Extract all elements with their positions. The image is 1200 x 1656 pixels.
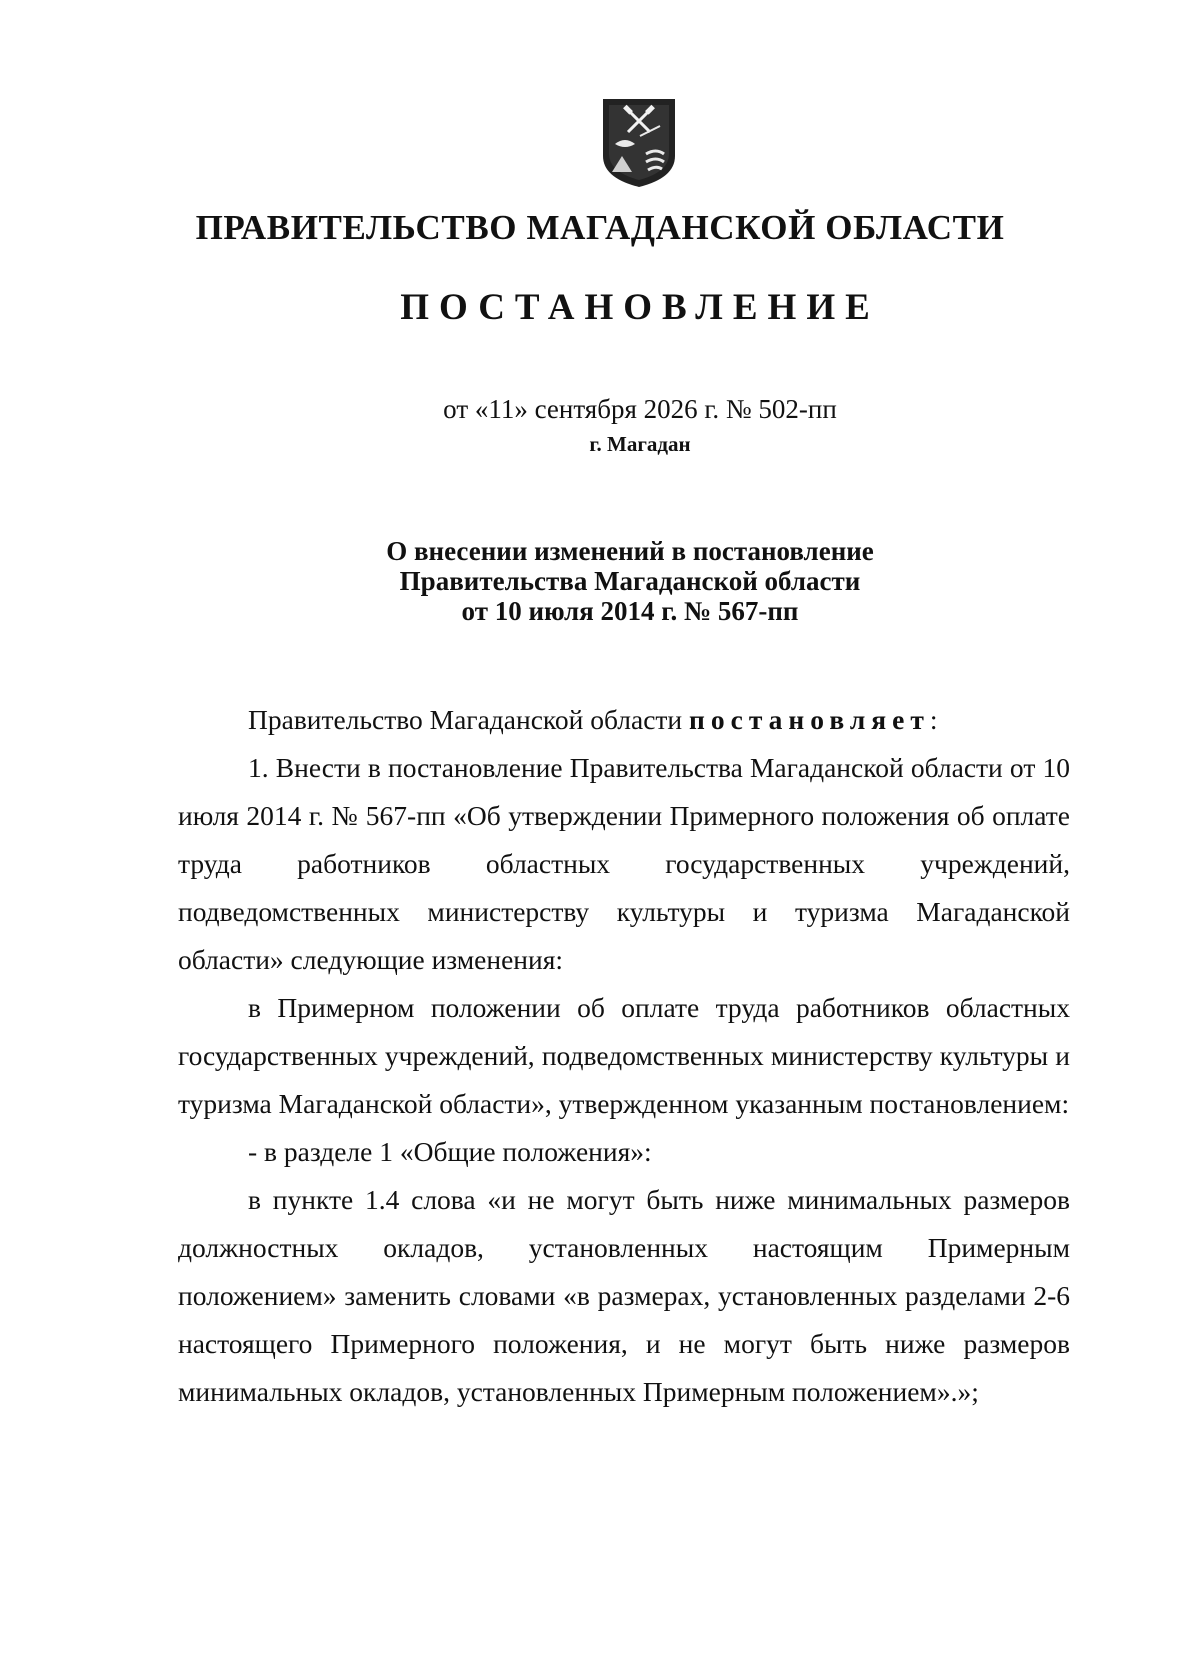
issuer-title: ПРАВИТЕЛЬСТВО МАГАДАНСКОЙ ОБЛАСТИ <box>195 208 1005 247</box>
coat-of-arms-icon <box>600 96 678 190</box>
preamble-verb: постановляет <box>689 704 930 735</box>
item-1: 1. Внести в постановление Правительства Магаданской области от 10 июля 2014 г. № 567-пп «Об утверждении Примерного положения об оплате труда работников областных государственных учреждений, подведомственных министерству культуры и туризма Магаданской области» следующие изменения: <box>178 752 1070 975</box>
subject-line: Правительства Магаданской области <box>399 566 861 596</box>
preamble-colon: : <box>929 704 938 735</box>
section-reference: - в разделе 1 «Общие положения»: <box>248 1136 652 1167</box>
paragraph: в Примерном положении об оплате труда работников областных государственных учреждений, подведомственных министерству культуры и туризма Магаданской области», утвержденном указанным постановлением: <box>178 992 1070 1119</box>
paragraph: в пункте 1.4 слова «и не могут быть ниже минимальных размеров должностных окладов, установленных настоящим Примерным положением» заменить словами «в размерах, установленных разделами 2-6 настоящего Примерного положения, и не могут быть ниже размеров минимальных окладов, установленных Примерным положением».»; <box>178 1184 1070 1407</box>
document-type: ПОСТАНОВЛЕНИЕ <box>400 287 880 328</box>
preamble-text: Правительство Магаданской области <box>248 704 690 735</box>
city: г. Магадан <box>589 432 691 456</box>
date-and-number: от «11» сентября 2026 г. № 502-пп <box>443 394 837 424</box>
document-subject <box>0 536 1200 626</box>
preamble <box>178 696 1070 744</box>
subject-line: О внесении изменений в постановление <box>386 536 874 566</box>
document-body <box>178 696 1070 1416</box>
subject-line: от 10 июля 2014 г. № 567-пп <box>461 596 799 626</box>
